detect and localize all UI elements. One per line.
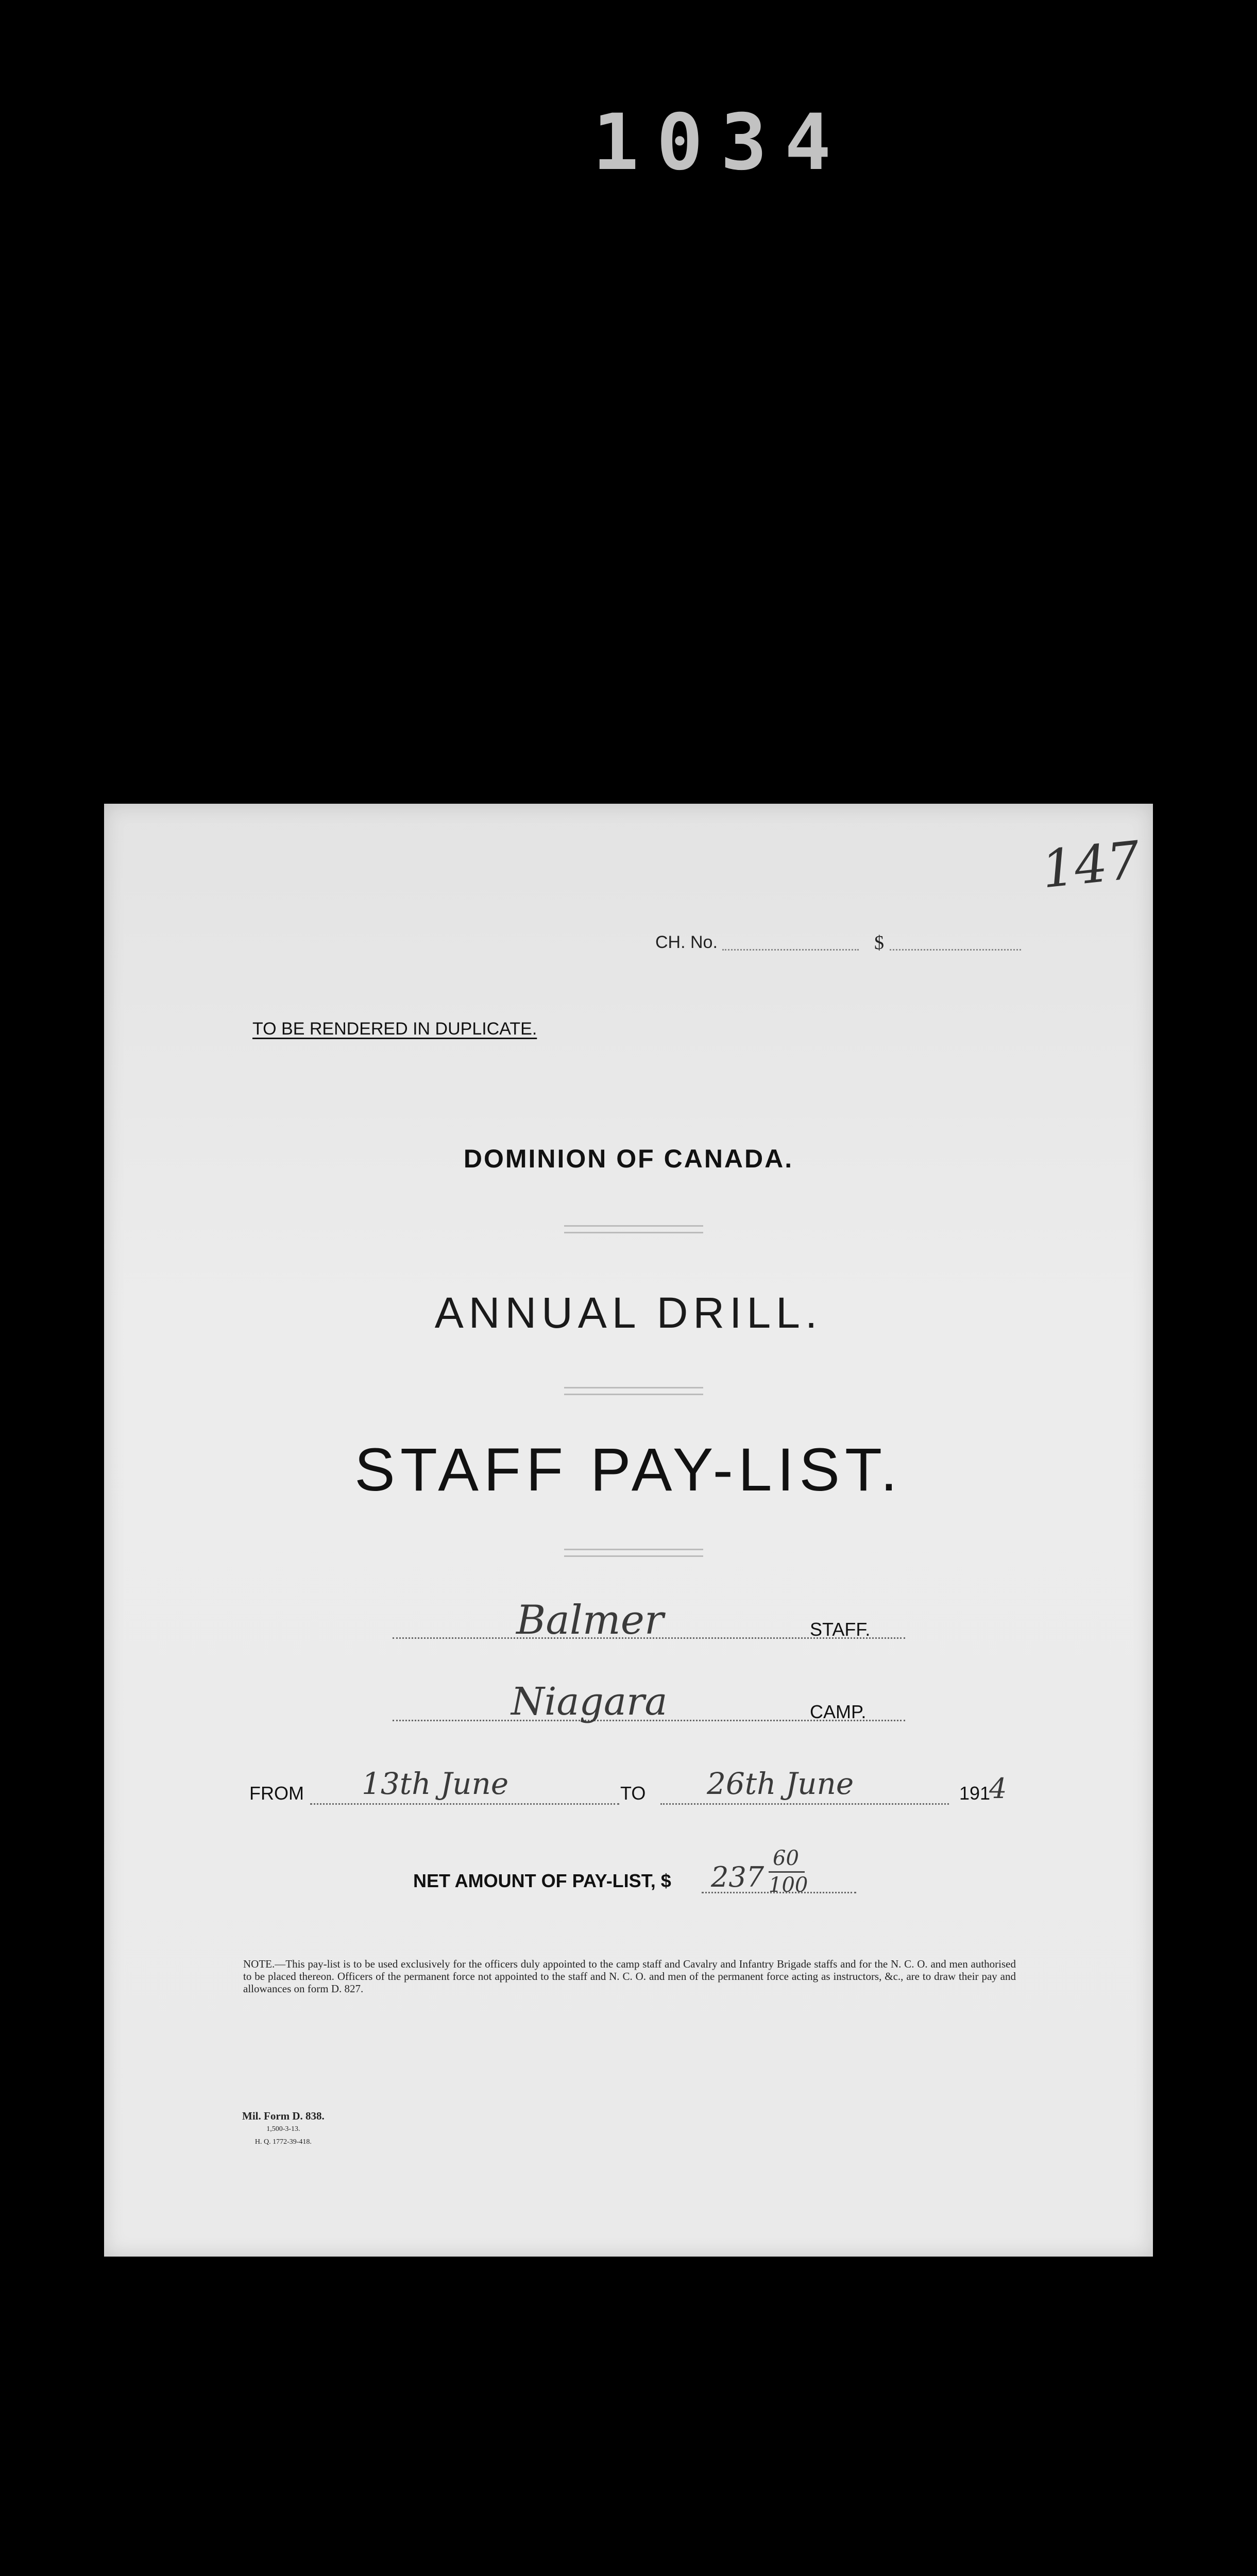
mil-form-number: Mil. Form D. 838. xyxy=(242,2110,325,2122)
staff-value: Balmer xyxy=(516,1597,664,1643)
from-label: FROM xyxy=(249,1783,304,1804)
net-amount-value: 237 xyxy=(711,1861,765,1893)
print-run-info: 1,500-3-13. xyxy=(266,2125,300,2133)
to-fill-line xyxy=(660,1803,949,1805)
camp-value: Niagara xyxy=(511,1680,668,1724)
from-date-value: 13th June xyxy=(362,1766,509,1801)
cheque-number-label: CH. No. xyxy=(655,933,718,952)
net-amount-cents: 60 xyxy=(773,1846,799,1870)
frame-number: 1034 xyxy=(592,98,849,188)
form-number-block xyxy=(242,2110,325,2148)
net-amount-fill-line xyxy=(702,1892,856,1893)
divider xyxy=(564,1549,703,1557)
hq-file-reference: H. Q. 1772-39-418. xyxy=(254,2138,312,2146)
cheque-dollar-sign: $ xyxy=(874,932,884,954)
to-date-value: 26th June xyxy=(707,1766,854,1801)
divider xyxy=(564,1225,703,1233)
staff-label: STAFF. xyxy=(810,1619,871,1640)
net-amount-label: NET AMOUNT OF PAY-LIST, $ xyxy=(413,1870,671,1891)
camp-label: CAMP. xyxy=(810,1701,867,1722)
annual-drill-heading: ANNUAL DRILL. xyxy=(434,1289,823,1337)
dominion-heading: DOMINION OF CANADA. xyxy=(463,1144,794,1173)
cheque-number-line xyxy=(722,949,859,951)
duplicate-notice: TO BE RENDERED IN DUPLICATE. xyxy=(252,1019,537,1039)
from-fill-line xyxy=(310,1803,619,1805)
year-suffix: 4 xyxy=(989,1772,1007,1805)
folio-number: 147 xyxy=(1039,829,1143,900)
page-title: STAFF PAY-LIST. xyxy=(354,1436,903,1504)
year-prefix: 191 xyxy=(959,1783,991,1804)
net-amount-denominator: 100 xyxy=(769,1873,808,1897)
instructions-note: NOTE.—This pay-list is to be used exclusively for the officers duly appointed to the camp staff and Cavalry and Infantry Brigade staffs and for the N. C. O. and men authorised to be placed thereon. Officers of the permanent force not appointed to the staff and N. C. O. and men of the permanent force acting as instructors, &c., are to draw their pay and allowances on form D. 827. xyxy=(243,1958,1016,1995)
pay-list-form xyxy=(104,804,1153,2257)
cheque-amount-line xyxy=(890,949,1021,951)
divider xyxy=(564,1387,703,1395)
to-label: TO xyxy=(620,1783,646,1804)
fraction-bar xyxy=(769,1871,805,1873)
